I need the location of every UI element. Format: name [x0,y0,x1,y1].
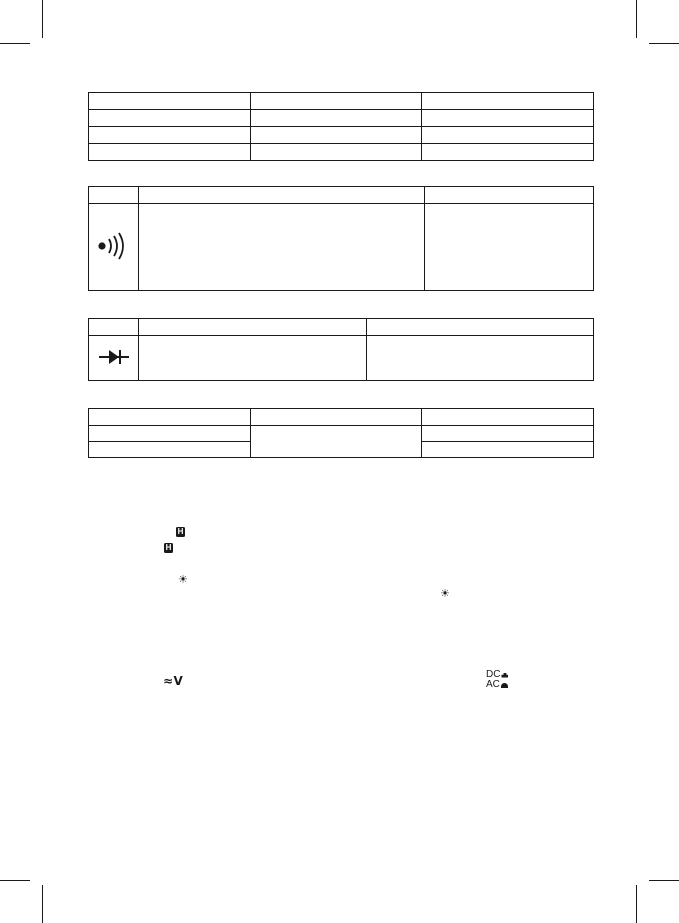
ac-label: AC [486,679,500,690]
ac-voltage-icon: ≈V [163,674,184,688]
hold-icon: H [177,527,184,536]
table-4 [88,408,594,458]
table-header-row [89,187,594,204]
continuity-beep-icon [97,232,131,260]
ac-mark-icon [501,683,508,688]
table-row [89,409,594,426]
backlight-icon: ☀ [440,587,450,600]
crop-mark [649,43,679,44]
crop-mark [42,885,43,923]
diode-table [88,318,594,381]
table-row [89,204,594,291]
continuity-table [88,186,594,291]
dc-ac-icon [486,670,508,690]
crop-mark [636,885,637,923]
table-row [89,110,594,127]
table-row [89,426,594,442]
crop-mark [42,0,43,38]
dc-label: DC [486,669,501,680]
crop-mark [0,880,30,881]
table-row [89,127,594,144]
backlight-icon: ☀ [178,573,188,586]
crop-mark [0,43,30,44]
dc-mark-icon [501,673,508,678]
diode-icon [98,349,130,365]
crop-mark [649,880,679,881]
table-row [89,144,594,161]
hold-icon: H [165,543,172,552]
table-row [89,336,594,381]
table-row [89,93,594,110]
crop-mark [636,0,637,38]
table-1 [88,92,594,161]
table-header-row [89,319,594,336]
